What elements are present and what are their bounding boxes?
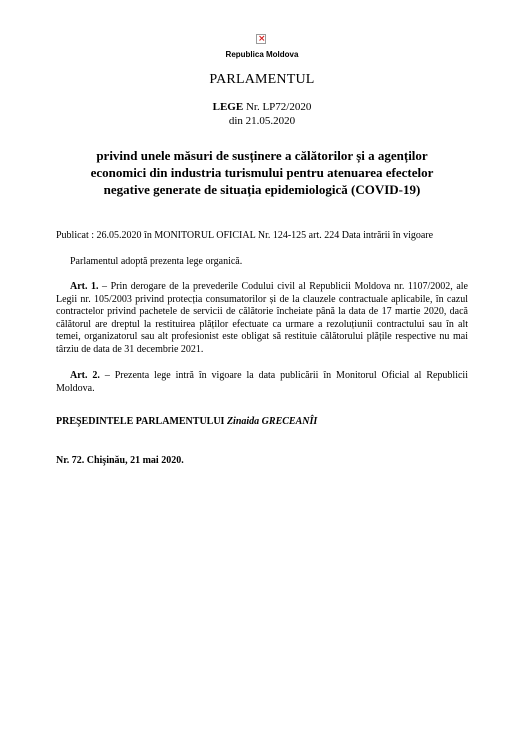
intro-paragraph: Parlamentul adoptă prezenta lege organică.: [70, 256, 243, 267]
law-number-value: Nr. LP72/2020: [245, 101, 312, 113]
closing-line: Nr. 72. Chişinău, 21 mai 2020.: [56, 455, 184, 466]
law-title: privind unele măsuri de susținere a călătorilor și a agenților economici din industria turismului pentru atenuarea efectelor negative generate de situația epidemiologică (COVID-19): [90, 148, 434, 197]
article-2-text: – Prezenta lege intră în vigoare la data publicării în Monitorul Oficial al Republicii Moldova.: [56, 370, 468, 394]
institution-name: PARLAMENTUL: [209, 72, 315, 87]
article-2-label: Art. 2.: [70, 370, 100, 381]
law-number: [0, 101, 524, 113]
article-1-text: – Prin derogare de la prevederile Codului civil al Republicii Moldova nr. 1107/2002, ale Legii nr. 105/2003 privind protecția consumatorilor și de la clauzele contractuale aplicabile, în cazul contractelor privind pachetele de servicii de călătorie încheiate până la data de 17 martie 2020, dacă călătorul are dreptul la restituirea plăților efectuate ca urmare a rezoluțiunii contractului sau în alt temei, organizatorul sau alt profesionist este obligat să restituie călătorului plățile respective nu mai târziu de data de 31 decembrie 2021.: [56, 281, 468, 355]
republic-name: Republica Moldova: [225, 50, 299, 59]
signature: [56, 416, 317, 427]
law-date: din 21.05.2020: [228, 115, 296, 127]
article-1-label: Art. 1.: [70, 281, 99, 292]
law-type-label: LEGE: [212, 101, 244, 113]
article-1: [56, 281, 468, 356]
broken-image-icon: ×: [258, 34, 266, 44]
publication-info: Publicat : 26.05.2020 în MONITORUL OFICIAL Nr. 124-125 art. 224 Data intrării în vigoare: [56, 230, 434, 241]
signature-role: PREŞEDINTELE PARLAMENTULUI: [56, 416, 225, 427]
signature-name: Zinaida GRECEANÎI: [226, 416, 318, 427]
article-2: [56, 370, 468, 395]
